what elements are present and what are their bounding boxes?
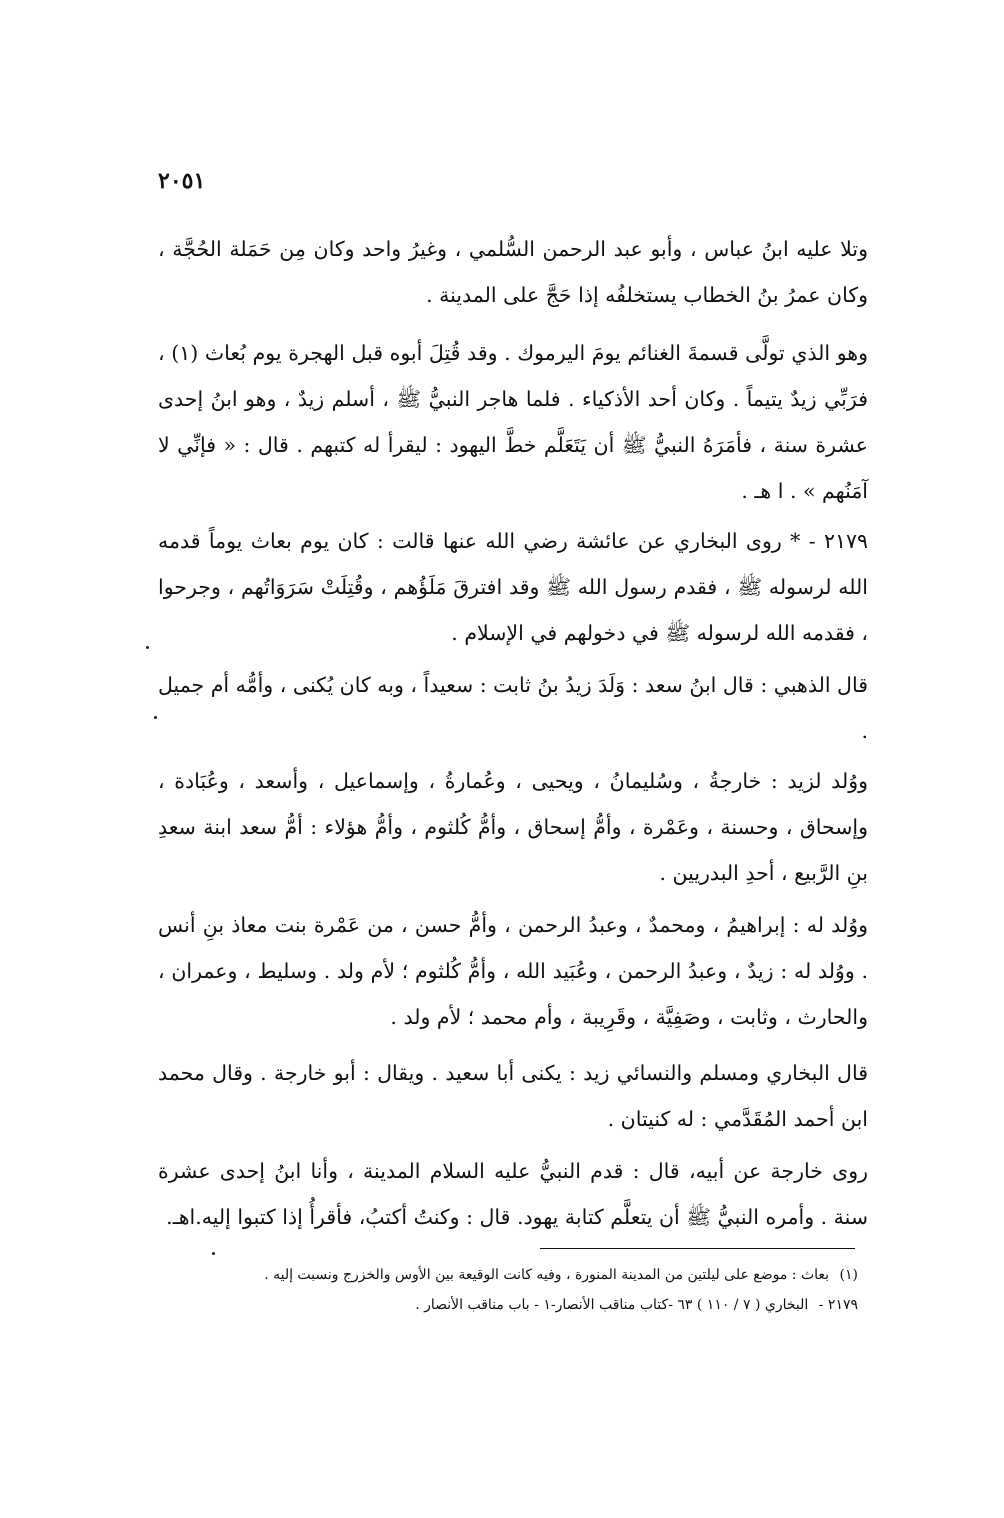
hadith-2179-paragraph — [158, 518, 868, 656]
paragraph-dhahabi — [158, 662, 868, 754]
footnote-text: بعاث : موضع على ليلتين من المدينة المنورة ، وفيه كانت الوقيعة بين الأوس والخزرج ونسبت إليه . — [264, 1267, 830, 1283]
paragraph-text: ٢١٧٩ - * روى البخاري عن عائشة رضي الله عنها قالت : كان يوم بعاث يوماً قدمه الله لرسوله ﷺ ، فقدم رسول الله ﷺ وقد افترقَ مَلَؤُهم ، وقُتِلَتْ سَرَوَاتُهم ، وجرحوا ، فقدمه الله لرسوله ﷺ في دخولهم في الإسلام . — [158, 529, 868, 645]
footnote-label: ٢١٧٩ - — [818, 1297, 858, 1313]
footnote-divider — [540, 1248, 855, 1249]
footnote-2 — [158, 1292, 858, 1318]
paragraph-text: قال الذهبي : قال ابنُ سعد : وَلَدَ زيدُ بنُ ثابت : سعيداً ، وبه كان يُكنى ، وأمُّه أم جميل . — [157, 673, 868, 743]
scan-speck — [146, 646, 149, 649]
scan-speck — [212, 1252, 215, 1255]
paragraph-children-2 — [158, 902, 868, 1040]
paragraph-children-1 — [158, 758, 868, 896]
paragraph-text: روى خارجة عن أبيه، قال : قدم النبيُّ عليه السلام المدينة ، وأنا ابنُ إحدى عشرة سنة . وأمره النبيُّ ﷺ أن يتعلَّم كتابة يهود. قال : وكنتُ أكتبُ، فأقرأُ إذا كتبوا إليه.اهـ. — [158, 1159, 868, 1229]
paragraph-2 — [158, 330, 868, 514]
footnote-1 — [158, 1262, 858, 1288]
paragraph-text: ووُلد له : إبراهيمُ ، ومحمدٌ ، وعبدُ الرحمن ، وأمُّ حسن ، من عَمْرة بنت معاذ بنِ أنس . ووُلد له : زيدٌ ، وعبدُ الرحمن ، وعُبَيد الله ، وأمُّ كُلثوم ؛ لأم ولد . وسليط ، وعمران ، والحارث ، وثابت ، وصَفِيَّة ، وقَرِيبة ، وأم محمد ؛ لأم ولد . — [158, 913, 868, 1029]
paragraph-text: ووُلد لزيد : خارجةُ ، وسُليمانُ ، ويحيى ، وعُمارةُ ، وإسماعيل ، وأسعد ، وعُبَادة ، وإسحاق ، وحسنة ، وعَمْرة ، وأمُّ إسحاق ، وأمُّ كُلثوم ، وأمُّ هؤلاء : أمُّ سعد ابنة سعدِ بنِ الرَّبيع ، أحدِ البدريين . — [158, 769, 868, 885]
paragraph-text: وهو الذي تولَّى قسمةَ الغنائم يومَ اليرموك . وقد قُتِلَ أبوه قبل الهجرة يوم بُعاث (١) ، فرَبِّي زيدٌ يتيماً . وكان أحد الأذكياء . فلما هاجر النبيُّ ﷺ ، أسلم زيدٌ ، وهو ابنُ إحدى عشرة سنة ، فأمَرَهُ النبيُّ ﷺ أن يَتَعَلَّم خطَّ اليهود : ليقرأ له كتبهم . قال : « فإنِّي لا آمَنُهم » . ا هـ . — [158, 341, 869, 503]
footnote-label: (١) — [839, 1267, 858, 1283]
paragraph-1 — [158, 226, 868, 318]
paragraph-kharija — [158, 1148, 868, 1240]
paragraph-kunya — [158, 1050, 868, 1142]
paragraph-text: قال البخاري ومسلم والنسائي زيد : يكنى أبا سعيد . ويقال : أبو خارجة . وقال محمد ابن أحمد المُقَدَّمي : له كنيتان . — [158, 1061, 868, 1131]
page-number: ٢٠٥١ — [158, 168, 206, 194]
paragraph-text: وتلا عليه ابنُ عباس ، وأبو عبد الرحمن السُّلمي ، وغيرُ واحد وكان مِن حَمَلة الحُجَّة ، وكان عمرُ بنُ الخطاب يستخلفُه إذا حَجَّ على المدينة . — [158, 237, 868, 307]
footnote-text: البخاري ( ٧ / ١١٠ ) ٦٣ -كتاب مناقب الأنصار-١ - باب مناقب الأنصار . — [415, 1297, 809, 1313]
scan-speck — [154, 716, 157, 719]
